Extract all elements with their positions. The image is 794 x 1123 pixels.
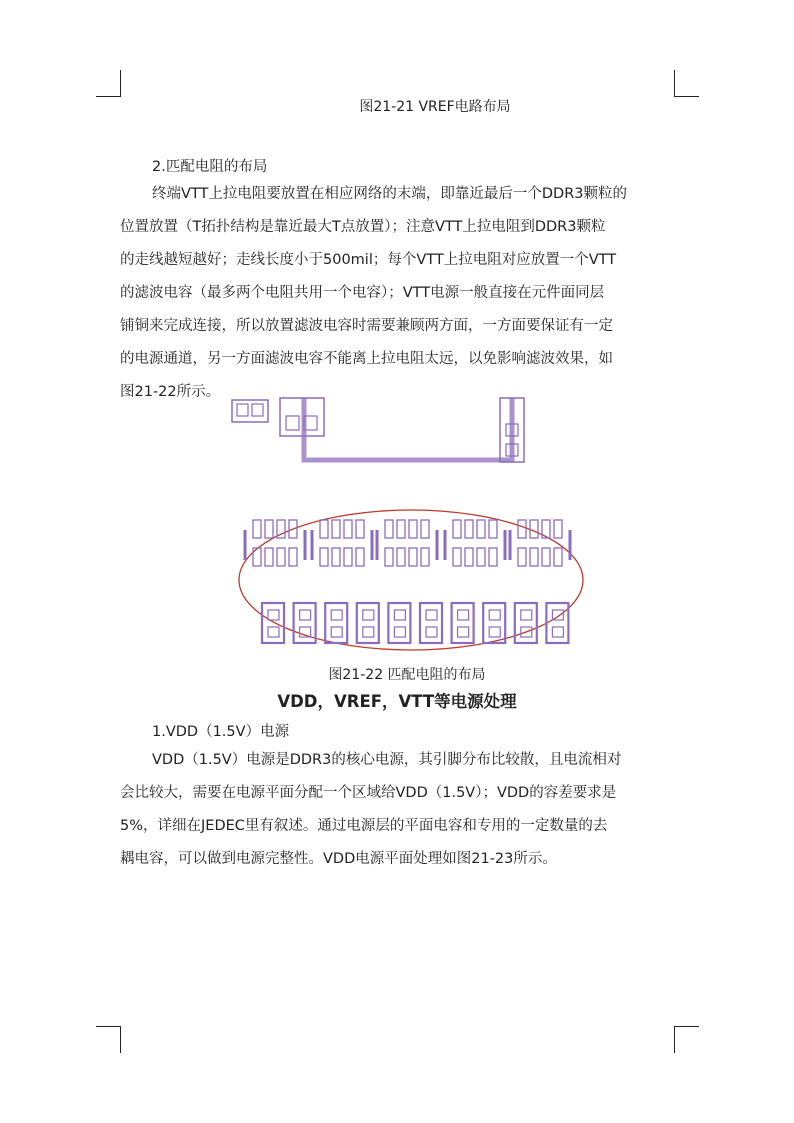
resistor-pad (465, 548, 473, 566)
section-title-vdd: 1.VDD（1.5V）电源 (152, 724, 290, 740)
resistor-pad (344, 548, 352, 566)
resistor-pad (265, 520, 273, 538)
capacitor-pad (363, 627, 374, 637)
capacitor-pad (394, 627, 405, 637)
resistor-pad (554, 548, 562, 566)
capacitor-pad (458, 610, 469, 620)
resistor-pad (453, 520, 461, 538)
capacitor-row (262, 603, 568, 643)
resistor-pad (465, 520, 473, 538)
capacitor-pad (394, 610, 405, 620)
text-line: 位置放置（T拓扑结构是靠近最大T点放置）；注意VTT上拉电阻到DDR3颗粒 (120, 219, 606, 235)
resistor-pad (397, 520, 405, 538)
resistor-pad (356, 548, 364, 566)
text-line: 的电源通道，另一方面滤波电容不能离上拉电阻太远，以免影响滤波效果，如 (120, 351, 613, 367)
section-heading-power: VDD，VREF，VTT等电源处理 (277, 692, 517, 711)
resistor-pad (253, 520, 261, 538)
capacitor-pad (426, 627, 437, 637)
resistor-pad (554, 520, 562, 538)
resistor-pad (289, 548, 297, 566)
pad (252, 404, 263, 416)
resistor-pad (518, 548, 526, 566)
resistor-pad (320, 520, 328, 538)
resistor-pad (277, 548, 285, 566)
capacitor-pad (331, 610, 342, 620)
resistor-pad (542, 548, 550, 566)
resistor-pad (344, 520, 352, 538)
resistor-pad (265, 548, 273, 566)
resistor-pad (489, 548, 497, 566)
text-line: 图21-22所示。 (120, 384, 221, 400)
capacitor-pad (268, 610, 279, 620)
resistor-pad (397, 548, 405, 566)
resistor-pad (421, 548, 429, 566)
text-line: 5%，详细在JEDEC里有叙述。通过电源层的平面电容和专用的一定数量的去 (120, 818, 608, 834)
resistor-pad (477, 548, 485, 566)
text-line: 耦电容，可以做到电源完整性。VDD电源平面处理如图21-23所示。 (120, 851, 557, 867)
resistor-pad (320, 548, 328, 566)
text-line: 铺铜来完成连接，所以放置滤波电容时需要兼顾两方面，一方面要保证有一定 (120, 318, 613, 334)
pad (286, 416, 299, 430)
resistor-pad (385, 548, 393, 566)
pad (237, 404, 248, 416)
figure-caption-21-22: 图21-22 匹配电阻的布局 (328, 667, 486, 683)
resistor-pad (332, 520, 340, 538)
resistor-pad (518, 520, 526, 538)
capacitor-pad (426, 610, 437, 620)
capacitor-pad (458, 627, 469, 637)
capacitor-pad (363, 610, 374, 620)
resistor-pad (421, 520, 429, 538)
resistor-pad (409, 520, 417, 538)
pcb-trace-top (232, 398, 524, 462)
text-line: 的走线越短越好；走线长度小于500mil；每个VTT上拉电阻对应放置一个VTT (120, 252, 617, 268)
capacitor-pad (552, 627, 563, 637)
resistor-pad (530, 548, 538, 566)
text-line: 会比较大，需要在电源平面分配一个区域给VDD（1.5V）；VDD的容差要求是 (120, 785, 617, 801)
text-line: 终端VTT上拉电阻要放置在相应网络的末端，即靠近最后一个DDR3颗粒的 (152, 186, 628, 202)
text-line: 的滤波电容（最多两个电阻共用一个电容）；VTT电源一般直接在元件面同层 (120, 285, 605, 301)
text-line: VDD（1.5V）电源是DDR3的核心电源，其引脚分布比较散，且电流相对 (152, 752, 622, 768)
capacitor-pad (331, 627, 342, 637)
resistor-pad (409, 548, 417, 566)
figure-caption-21-21: 图21-21 VREF电路布局 (359, 99, 511, 115)
resistor-pad (477, 520, 485, 538)
capacitor-pad (489, 627, 500, 637)
resistor-pad (453, 548, 461, 566)
resistor-pad (385, 520, 393, 538)
resistor-pad (332, 548, 340, 566)
capacitor-pad (489, 610, 500, 620)
resistor-pad (489, 520, 497, 538)
resistor-pad (356, 520, 364, 538)
trace-line (304, 398, 512, 460)
capacitor-pad (300, 610, 311, 620)
capacitor-pad (521, 610, 532, 620)
paragraph-vdd (120, 744, 680, 876)
section-title-matching-resistor: 2.匹配电阻的布局 (152, 159, 268, 175)
capacitor-pad (268, 627, 279, 637)
resistor-pad (530, 520, 538, 538)
